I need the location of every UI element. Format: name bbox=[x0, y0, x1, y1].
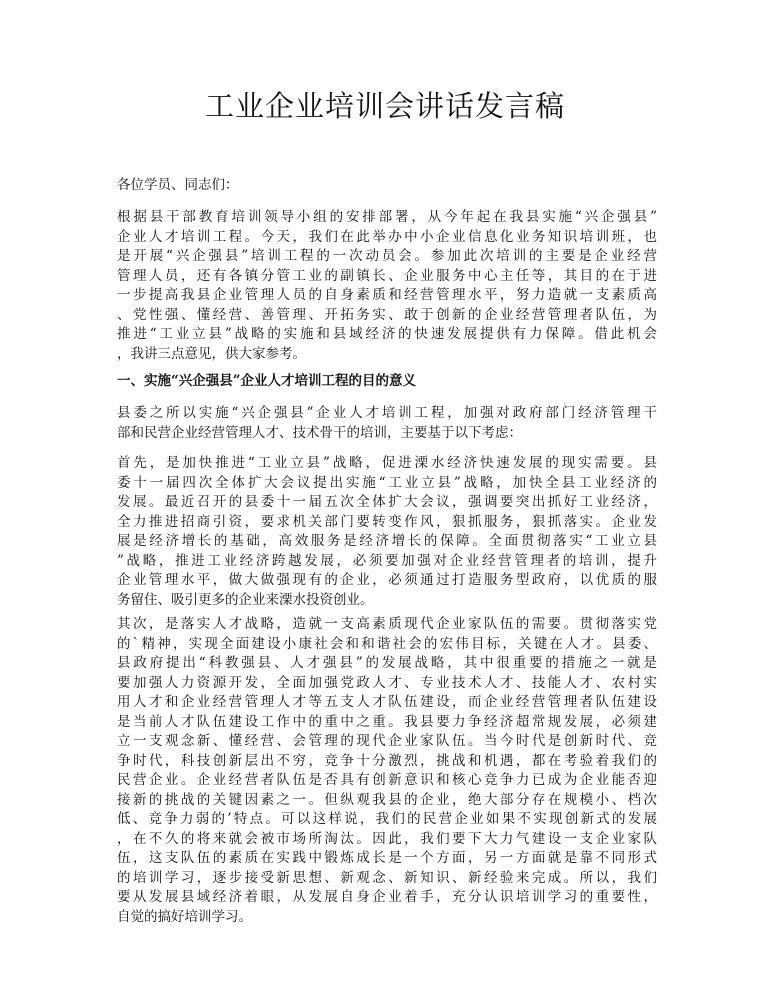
paragraph-reasons bbox=[117, 404, 657, 443]
paragraph-line: 用人才和企业经营管理人才等五支人才队伍建设，而企业经营管理者队伍建设 bbox=[117, 694, 657, 710]
paragraph-line: 要加强人力资源开发，全面加强党政人才、专业技术人才、技能人才、农村实 bbox=[117, 674, 657, 691]
paragraph-line: 的`精神，实现全面建设小康社会和和谐社会的宏伟目标，关键在人才。县委、 bbox=[117, 635, 657, 652]
paragraph-line: ”战略，推进工业经济跨越发展，必须要加强对企业经营管理者的培训，提升 bbox=[117, 552, 657, 569]
paragraph-line: 是开展“兴企强县”培训工程的一次动员会。参加此次培训的主要是企业经营 bbox=[117, 248, 657, 264]
paragraph-line: 部和民营企业经营管理人才、技术骨干的培训，主要基于以下考虑： bbox=[117, 424, 522, 441]
paragraph-line: 、党性强、懂经营、善管理、开拓务实、敢于创新的企业经营管理者队伍，为 bbox=[117, 306, 657, 323]
paragraph-line: 委十一届四次全体扩大会议提出实施“工业立县”战略，加快全县工业经济的 bbox=[117, 474, 657, 491]
paragraph-line: 的培训学习，逐步接受新思想、新观念、新知识、新经验来完成。所以，我们 bbox=[117, 869, 657, 886]
paragraph-line: 务留住、吸引更多的企业来溧水投资创业。 bbox=[117, 591, 374, 608]
paragraph-line: 伍，这支队伍的素质在实践中锻炼成长是一个方面，另一方面就是靠不同形式 bbox=[117, 850, 657, 866]
paragraph-line: 县委之所以实施“兴企强县”企业人才培训工程，加强对政府部门经济管理干 bbox=[117, 405, 657, 421]
paragraph-line: 根据县干部教育培训领导小组的安排部署，从今年起在我县实施“兴企强县” bbox=[117, 209, 657, 225]
paragraph-line: 民营企业。企业经营者队伍是否具有创新意识和核心竞争力已成为企业能否迎 bbox=[117, 772, 657, 788]
paragraph-line: 接新的挑战的关键因素之一。但纵观我县的企业，绝大部分存在规模小、档次 bbox=[117, 791, 657, 808]
paragraph-line: ，在不久的将来就会被市场所淘汰。因此，我们要下大力气建设一支企业家队 bbox=[117, 830, 657, 847]
paragraph-line: 要从发展县域经济着眼，从发展自身企业着手，充分认识培训学习的重要性， bbox=[117, 889, 657, 905]
paragraph-line: 是当前人才队伍建设工作中的重中之重。我县要力争经济超常规发展，必须建 bbox=[117, 713, 657, 730]
paragraph-line: 全力推进招商引资，要求机关部门要转变作风，狠抓服务，狠抓落实。企业发 bbox=[117, 513, 657, 530]
paragraph-line: 一步提高我县企业管理人员的自身素质和经营管理水平，努力造就一支素质高 bbox=[117, 287, 657, 303]
paragraph-second-point bbox=[117, 615, 657, 927]
paragraph-line: 企业人才培训工程。今天，我们在此举办中小企业信息化业务知识培训班，也 bbox=[117, 228, 657, 245]
paragraph-line: 立一支观念新、懂经营、会管理的现代企业家队伍。当今时代是创新时代、竞 bbox=[117, 733, 657, 749]
paragraph-line: ，我讲三点意见，供大家参考。 bbox=[117, 345, 306, 362]
paragraph-line: 自觉的搞好培训学习。 bbox=[117, 908, 252, 925]
paragraph-line: 首先，是加快推进“工业立县”战略，促进溧水经济快速发展的现实需要。县 bbox=[117, 455, 657, 471]
paragraph-line: 其次，是落实人才战略，造就一支高素质现代企业家队伍的需要。贯彻落实党 bbox=[117, 616, 657, 632]
paragraph-line: 争时代，科技创新层出不穷，竞争十分激烈，挑战和机遇，都在考验着我们的 bbox=[117, 752, 657, 769]
paragraph-line: 推进“工业立县”战略的实施和县域经济的快速发展提供有力保障。借此机会 bbox=[117, 326, 657, 342]
section-heading: 一、实施“兴企强县”企业人才培训工程的目的意义 bbox=[117, 373, 417, 389]
paragraph-line: 低、竞争力弱的’特点。可以这样说，我们的民营企业如果不实现创新式的发展 bbox=[117, 811, 657, 827]
paragraph-line: 管理人员，还有各镇分管工业的副镇长、企业服务中心主任等，其目的在于进 bbox=[117, 267, 657, 284]
paragraph-line: 县政府提出“科教强县、人才强县”的发展战略，其中很重要的措施之一就是 bbox=[117, 655, 657, 671]
document-title: 工业企业培训会讲话发言稿 bbox=[204, 89, 565, 123]
paragraph-line: 展是经济增长的基础，高效服务是经济增长的保障。全面贯彻落实“工业立县 bbox=[117, 533, 657, 549]
paragraph-line: 发展。最近召开的县委十一届五次全体扩大会议，强调要突出抓好工业经济， bbox=[117, 494, 657, 510]
paragraph-intro bbox=[117, 208, 657, 364]
paragraph-first-point bbox=[117, 454, 657, 610]
salutation: 各位学员、同志们： bbox=[117, 177, 239, 193]
paragraph-line: 企业管理水平，做大做强现有的企业，必须通过打造服务型政府，以优质的服 bbox=[117, 572, 657, 588]
